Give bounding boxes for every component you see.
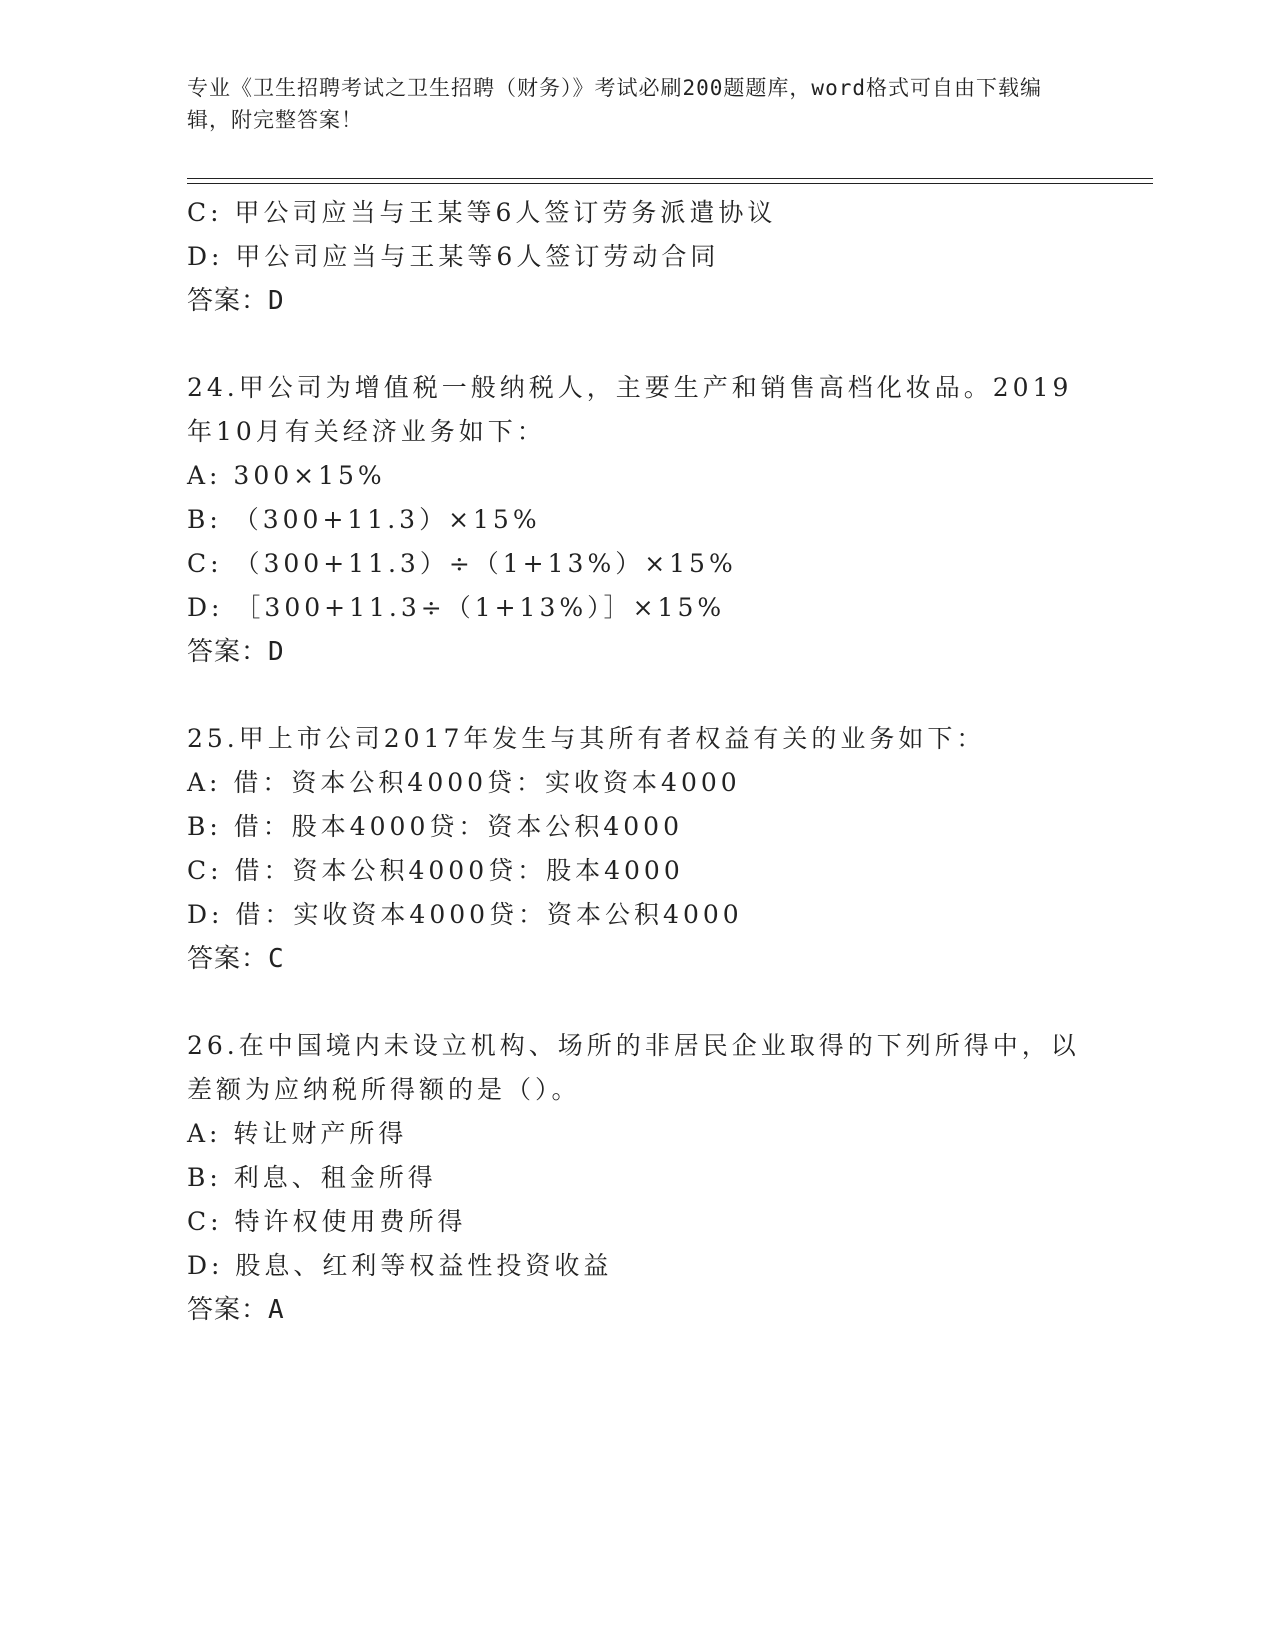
q26-option-b: B: 利息、租金所得 bbox=[187, 1163, 437, 1192]
q26-option-c: C: 特许权使用费所得 bbox=[187, 1207, 467, 1236]
header-divider-top bbox=[187, 178, 1153, 179]
q24-option-d: D: ［300+11.3÷（1+13%）］×15% bbox=[187, 593, 726, 622]
q24-option-c: C: （300+11.3）÷（1+13%）×15% bbox=[187, 549, 737, 578]
q24-option-b: B: （300+11.3）×15% bbox=[187, 505, 541, 534]
q25-option-a: A: 借：资本公积4000贷：实收资本4000 bbox=[187, 768, 741, 797]
header-divider-bottom bbox=[187, 183, 1153, 184]
q26-option-d: D: 股息、红利等权益性投资收益 bbox=[187, 1251, 613, 1280]
q23-option-d: D: 甲公司应当与王某等6人签订劳动合同 bbox=[187, 242, 720, 271]
q25-answer: 答案：C bbox=[187, 944, 285, 974]
q24-stem-line1: 24.甲公司为增值税一般纳税人，主要生产和销售高档化妆品。2019 bbox=[187, 373, 1073, 402]
q25-option-c: C: 借：资本公积4000贷：股本4000 bbox=[187, 856, 684, 885]
q26-answer: 答案：A bbox=[187, 1295, 285, 1325]
q26-stem-line1: 26.在中国境内未设立机构、场所的非居民企业取得的下列所得中，以 bbox=[187, 1031, 1080, 1060]
q26-option-a: A: 转让财产所得 bbox=[187, 1119, 408, 1148]
q25-option-b: B: 借：股本4000贷：资本公积4000 bbox=[187, 812, 683, 841]
q23-option-c: C: 甲公司应当与王某等6人签订劳务派遣协议 bbox=[187, 198, 777, 227]
q26-stem-line2: 差额为应纳税所得额的是（）。 bbox=[187, 1075, 581, 1104]
q24-stem-line2: 年10月有关经济业务如下： bbox=[187, 417, 546, 446]
q25-option-d: D: 借：实收资本4000贷：资本公积4000 bbox=[187, 900, 743, 929]
q23-answer: 答案：D bbox=[187, 286, 285, 316]
document-header: 专业《卫生招聘考试之卫生招聘（财务）》考试必刷200题题库，word格式可自由下载编辑，附完整答案！ bbox=[187, 76, 1042, 132]
q24-option-a: A: 300×15% bbox=[187, 461, 386, 490]
q25-stem-line1: 25.甲上市公司2017年发生与其所有者权益有关的业务如下： bbox=[187, 724, 986, 753]
q24-answer: 答案：D bbox=[187, 637, 285, 667]
